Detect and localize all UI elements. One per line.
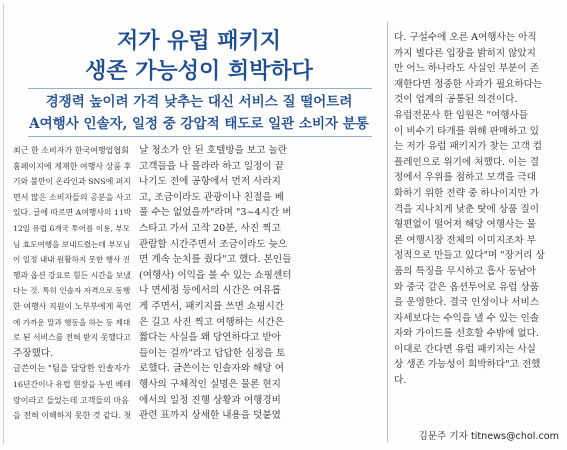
article-text-line: 있다. 글에 따르면 A여행사의 11박 xyxy=(13,208,131,218)
article-text-line: 날 청소가 안 된 호텔방을 보고 놀란 xyxy=(139,145,288,156)
article-text-line: 님 효도여행을 보내드렸는데 부모님 xyxy=(13,239,131,249)
article-text-line: 만 어느 하나라도 사실인 부분이 존 xyxy=(394,63,539,75)
article-text-line: 자세보다는 수익을 낼 수 있는 인솔 xyxy=(394,312,539,324)
subheadline-bottom-rule xyxy=(28,136,372,137)
article-text-line: 글쓴이는 "팀을 담당한 인솔자가 xyxy=(13,363,131,374)
article-text-line: 플레인으로 위기에 처했다. 이는 결 xyxy=(394,156,539,168)
article-text-line: 고, 조금이라도 관광이나 친절을 베 xyxy=(139,191,284,203)
article-text-line: 최근 한 소비자가 한국여행업협회 xyxy=(13,146,129,155)
article-text-line: 나기도 전에 공항에서 먼저 사라지 xyxy=(139,176,281,188)
article-text-line: 로했다. 글쓴이는 인솔자와 해당 여 xyxy=(139,363,284,375)
headline-line-1: 저가 유럽 패키지 xyxy=(116,29,282,54)
subheadline-top-rule xyxy=(28,88,372,89)
article-text-line: 에 가까운 말과 행동을 하는 등 제대 xyxy=(13,317,131,327)
subheadline-line-1: 경쟁력 높이려 가격 낮추는 대신 서비스 질 떨어트려 xyxy=(45,94,353,110)
article-column-1 xyxy=(13,143,131,424)
article-text-line: 관련 표까지 상세한 내용을 덧붙였 xyxy=(139,410,281,422)
article-column-2 xyxy=(139,143,381,424)
article-text-line: 다. xyxy=(394,375,407,387)
article-text-line: 화하기 위한 전략 중 하나이지만 가 xyxy=(394,187,539,199)
article-text-line: 상 생존 가능성이 희박하다"고 전했 xyxy=(394,359,541,371)
article-text-line: 을 운영한다. 결국 인성이나 서비스 xyxy=(394,297,539,309)
article-text-line: 행과 옵션 강요로 힘든 시간을 보냈 xyxy=(13,270,131,280)
left-margin-rule xyxy=(3,4,4,444)
article-text-line: 재한다면 정중한 사과가 필요하다는 xyxy=(394,78,543,90)
article-text-line: 다. 구설수에 오른 A여행사는 아직 xyxy=(394,32,537,43)
article-text-line: 관람할 시간주면서 조금이라도 늦으 xyxy=(139,238,288,250)
article-text-line: 들이는 걸까"라고 답답한 심정을 토 xyxy=(139,347,286,359)
article-text-line: 와 중국 같은 옵션투어로 유럽 상품 xyxy=(394,281,539,293)
article-text-line: 기와 불만이 온라인과 SNS에 퍼지 xyxy=(13,177,131,187)
article-text-line: 이 비수기 타개를 위해 판매하고 있 xyxy=(394,125,539,137)
article-text-line: 자와 가이드를 선호할 수밖에 없다. xyxy=(394,328,539,340)
article-text-line: 로 된 서비스를 전혀 받지 못했다고 xyxy=(13,333,131,343)
article-text-line: 12일 유럽 6개국 투어를 이용, 부모 xyxy=(13,223,131,233)
article-text-line: 한 여행사 직원이 노부부에게 폭언 xyxy=(13,301,131,311)
article-text-line: 랑이라고 들었는데 고객들의 마음 xyxy=(13,395,129,405)
column-divider xyxy=(387,22,388,442)
article-text-line: 16년간이나 유럽 현장을 누빈 베테 xyxy=(13,379,131,389)
article-text-line: 면서 많은 소비자들의 공분을 사고 xyxy=(13,192,131,202)
article-text-line: 풀 수는 없었을까"라며 "3~4시간 버 xyxy=(139,207,292,219)
article-text-line: 에서의 일정 진행 상황과 여행경비 xyxy=(139,394,281,406)
headline-line-2: 생존 가능성이 희박하다 xyxy=(85,59,313,84)
article-text-line: 이대로 간다면 유럽 패키지는 사실 xyxy=(394,343,536,355)
article-text-line: 정에서 우위를 점하고 모객을 극대 xyxy=(394,172,536,184)
article-text-line: 짧다는 사실을 왜 당연하다고 받아 xyxy=(139,332,281,344)
article-text-line: 이 일정 내내 원활하지 못한 행사 진 xyxy=(13,255,131,265)
article-text-line: 스타고 가서 고작 20분, 사진 찍고 xyxy=(139,222,281,234)
article-text-line: 주장했다. xyxy=(13,347,54,359)
article-text-line: 형편없이 떨어져 해당 여행사는 물 xyxy=(394,219,536,231)
subheadline-line-2: A여행사 인솔자, 일정 중 강압적 태도로 일관 소비자 분통 xyxy=(29,116,369,132)
article-text-line: 면 계속 눈치를 줬다"고 했다. 본인들 xyxy=(139,254,292,266)
article-text-line: 론 여행시장 전체의 이미지조차 부 xyxy=(394,234,536,246)
article-text-line: (여행사) 이익을 볼 수 있는 쇼핑센터 xyxy=(139,269,292,281)
article-text-line: 게 주면서, 패키지를 쓰면 쇼핑시간 xyxy=(139,300,284,312)
article-text-line: 을 전혀 이해하지 못한 것 같다. 첫 xyxy=(13,411,131,421)
article-text-line: 고객들을 나 몰라라 하고 일정이 끝 xyxy=(139,160,284,172)
article-text-line: 은 길고 사진 찍고 여행하는 시간은 xyxy=(139,316,284,328)
article-text-line: 홈페이지에 게재한 여행사 상품 후 xyxy=(13,161,131,171)
article-text-line: 격을 지나치게 낮춘 탓에 상품 질이 xyxy=(394,203,539,215)
article-text-line: 것이 업계의 공통된 의견이다. xyxy=(394,94,518,106)
article-text-line: 행사의 구체적인 실명은 물론 현지 xyxy=(139,378,281,390)
article-text-line: 유럽전문사 한 임원은 "여행사들 xyxy=(394,109,529,121)
article-column-3 xyxy=(394,30,560,389)
article-text-line: 품의 특징을 무시하고 흡사 동남아 xyxy=(394,265,536,277)
byline: 김문주 기자 titnews@chol.com xyxy=(418,431,559,442)
article-text-line: 는 저가 유럽 패키지가 찾는 고객 컴 xyxy=(394,141,543,153)
article-text-line: 다는 것. 특히 인솔자 자격으로 동행 xyxy=(13,286,131,296)
article-text-line: 까지 별다른 입장을 밝히지 않았지 xyxy=(394,47,536,59)
article-text-line: 정적으로 만들고 있다"며 "장거리 상 xyxy=(394,250,545,262)
article-text-line: 나 면세점 등에서의 시간은 여유롭 xyxy=(139,285,281,297)
